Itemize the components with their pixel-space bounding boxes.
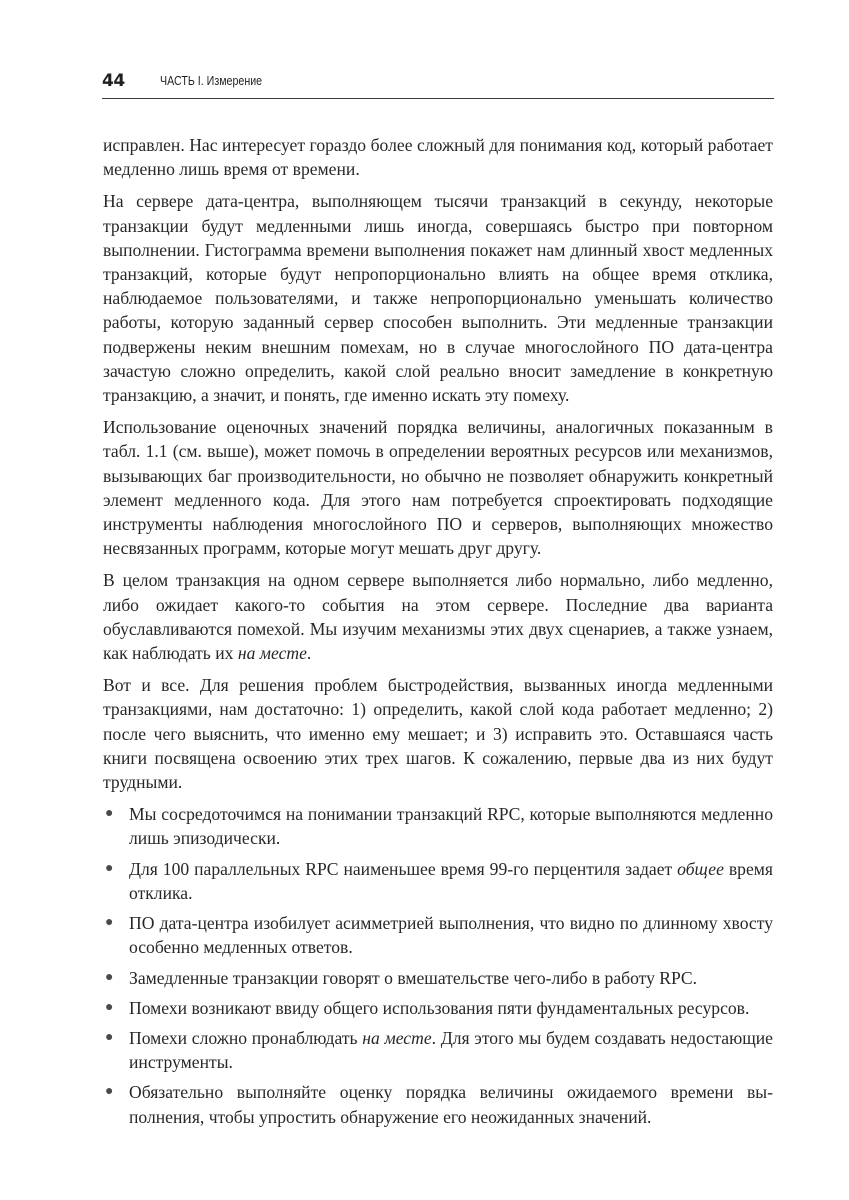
body-paragraph	[103, 673, 773, 794]
summary-item	[103, 996, 773, 1020]
summary-item	[103, 1080, 773, 1128]
summary-item	[103, 966, 773, 990]
text-run: время отклика.	[129, 858, 773, 903]
text-run: исправлен. Нас интересует гораздо более сложный для понимания код, который работает медленно лишь время от времени.	[103, 135, 773, 180]
body-paragraph	[103, 133, 773, 181]
bullet-icon: ●	[105, 999, 114, 1015]
body-paragraph	[103, 415, 773, 560]
summary-item	[103, 857, 773, 905]
text-run: Обязательно выполняйте оценку порядка величины ожидаемого времени выполнения, чтобы упростить обнаружение его неожиданных значений.	[129, 1082, 773, 1127]
page-number: 44	[102, 71, 125, 91]
summary-list	[103, 802, 773, 1128]
paragraphs	[103, 133, 773, 794]
emphasis-text: на месте	[362, 1027, 432, 1048]
text-run: . Для этого мы будем создавать недостающие инструменты.	[129, 1027, 773, 1073]
page-header	[102, 70, 774, 99]
text-run: В целом транзакция на одном сервере выполняется либо нормально, либо медленно, либо ожидает какого-то события на этом сервере. Последние два варианта обуславливаются помехой. Мы изучим механизмы этих двух сценариев, а также узнаем, как наблюдать их	[103, 570, 773, 664]
summary-item	[103, 802, 773, 850]
body-paragraph	[103, 189, 773, 407]
text-run: .	[306, 643, 312, 664]
text-run: Замедленные транзакции говорят о вмешательстве чего-либо в работу RPC.	[129, 967, 697, 988]
body-paragraph	[103, 568, 773, 665]
text-run: Мы сосредоточимся на понимании транзакций RPC, которые выполняются медленно лишь эпизодически.	[129, 804, 773, 849]
bullet-icon: ●	[105, 806, 114, 822]
text-run: ПО дата-центра изобилует асимметрией выполнения, что видно по длинному хвосту особенно медленных ответов.	[129, 913, 773, 958]
bullet-icon: ●	[105, 1084, 114, 1100]
page-body	[103, 133, 773, 1135]
text-run: Помехи возникают ввиду общего использования пяти фундаментальных ресурсов.	[129, 997, 750, 1018]
text-run: На сервере дата-центра, выполняющем тысячи транзакций в секунду, некоторые транзакции будут медленными лишь иногда, совершаясь быстро при повторном выполнении. Гистограмма времени выполнения покажет нам длинный хвост медленных транзакций, которые будут непропорционально влиять на общее время отклика, наблюдаемое пользователями, и также непропорционально уменьшать количество работы, которую заданный сервер способен выполнить. Эти медленные транзакции подвержены неким внешним помехам, но в случае многослойного ПО дата-центра зачастую сложно определить, какой слой реально вносит замедление в конкретную транзакцию, а значит, и понять, где именно искать эту помеху.	[103, 191, 773, 406]
text-run: Вот и все. Для решения проблем быстродействия, вызванных иногда медленными транзакциями, нам достаточно: 1) определить, какой слой кода работает медленно; 2) после чего выяснить, что именно ему мешает; и 3) исправить это. Оставшаяся часть книги посвящена освоению этих трех шагов. К сожалению, первые два из них будут трудными.	[103, 675, 773, 793]
emphasis-text: общее	[677, 858, 724, 879]
running-head: ЧАСТЬ I. Измерение	[160, 73, 263, 88]
summary-item	[103, 911, 773, 959]
emphasis-text: на месте	[237, 643, 307, 664]
text-run: Использование оценочных значений порядка величины, аналогичных показанным в табл. 1.1 (см. выше), может помочь в определении вероятных ресурсов или механизмов, вызывающих баг производительности, но обычно не позволяет обнаружить конкретный элемент медленного кода. Для этого нам потребуется спроектировать подходящие инструменты наблюдения многослойного ПО и серверов, выполняющих множество несвязанных программ, которые могут мешать друг другу.	[103, 417, 773, 559]
text-run: Для 100 параллельных RPC наименьшее время 99-го перцентиля задает	[129, 858, 678, 879]
bullet-icon: ●	[105, 1029, 114, 1045]
bullet-icon: ●	[105, 969, 114, 985]
text-run: Помехи сложно пронаблюдать	[129, 1027, 363, 1048]
summary-item	[103, 1026, 773, 1074]
bullet-icon: ●	[105, 915, 114, 931]
bullet-icon: ●	[105, 860, 114, 876]
